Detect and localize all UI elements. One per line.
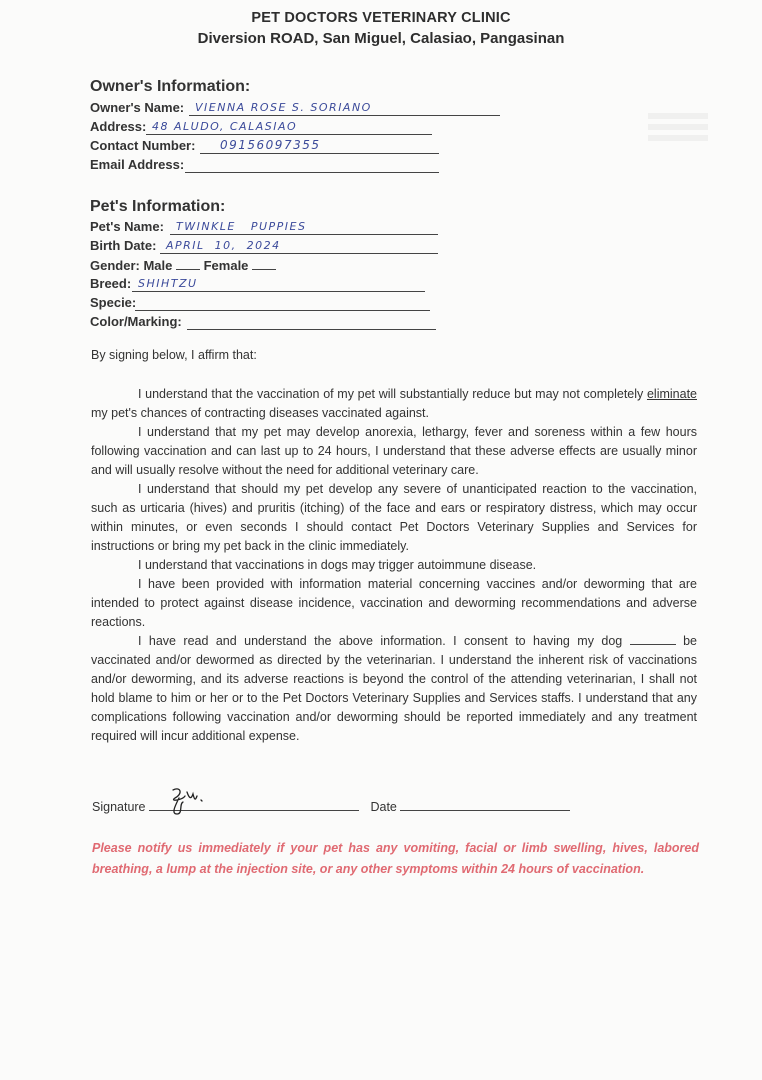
owner-address-field[interactable] <box>90 119 298 134</box>
clinic-address: Diversion ROAD, San Miguel, Calasiao, Pangasinan <box>197 30 565 47</box>
consent-paragraph-3: I understand that should my pet develop any severe of unanticipated reaction to the vaccination, such as urticaria (hives) and pruritis (itching) of the face and ears or respiratory distress, which may occur within minutes, or even seconds I should contact Pet Doctors Veterinary Supplies and Services for instructions or bring my pet back in the clinic immediately. <box>91 482 697 553</box>
breed-value: SHIHTZU <box>138 277 198 290</box>
specie-line <box>135 295 430 311</box>
date-line[interactable] <box>400 800 570 811</box>
color-marking-field[interactable] <box>90 314 182 329</box>
affirmation-intro: By signing below, I affirm that: <box>91 348 257 362</box>
contact-number-label: Contact Number: <box>90 138 196 153</box>
pet-name-line <box>170 219 438 235</box>
clinic-name: PET DOCTORS VETERINARY CLINIC <box>251 10 511 26</box>
contact-number-value: 09156097355 <box>220 138 321 152</box>
owner-name-label: Owner's Name: <box>90 100 185 115</box>
contact-number-line <box>200 138 439 154</box>
breed-field[interactable] <box>90 276 198 291</box>
birth-date-label: Birth Date: <box>90 238 157 253</box>
clinic-header <box>0 10 762 47</box>
male-blank[interactable] <box>176 258 200 270</box>
birth-date-line <box>160 238 438 254</box>
email-line <box>185 157 439 173</box>
specie-label: Specie: <box>90 295 137 310</box>
owner-name-line <box>189 100 500 116</box>
birth-date-value: APRIL 10, 2024 <box>166 239 281 252</box>
female-blank[interactable] <box>252 258 276 270</box>
specie-field[interactable] <box>90 295 136 310</box>
gender-female-label: Female <box>203 258 249 273</box>
consent-paragraph-1: I understand that the vaccination of my pet will substantially reduce but may not completely eliminate my pet's chances of contracting diseases vaccinated against. <box>91 387 697 420</box>
owner-name-value: VIENNA ROSE S. SORIANO <box>195 101 372 114</box>
pet-section-title: Pet's Information: <box>90 198 226 215</box>
color-marking-label: Color/Marking: <box>90 314 182 329</box>
notice-warning: Please notify us immediately if your pet has any vomiting, facial or limb swelling, hives, labored breathing, a lump at the injection site, or any other symptoms within 24 hours of vaccination. <box>92 841 699 876</box>
pet-name-value: TWINKLE PUPPIES <box>176 220 307 233</box>
owner-section-title: Owner's Information: <box>90 78 251 95</box>
email-field[interactable] <box>90 157 184 172</box>
breed-label: Breed: <box>90 276 132 291</box>
consent-paragraph-5: I have been provided with information material concerning vaccines and/or deworming that are intended to protect against disease incidence, vaccination and deworming recommendations and adverse reactions. <box>91 577 697 629</box>
consent-body <box>91 385 697 746</box>
gender-field[interactable] <box>90 258 276 273</box>
consent-paragraph-2: I understand that my pet may develop anorexia, lethargy, fever and soreness within a few hours following vaccination and can last up to 24 hours, I understand that these adverse effects are usually minor and will usually resolve without the need for additional veterinary care. <box>91 425 697 477</box>
birth-date-field[interactable] <box>90 238 281 253</box>
pet-name-label: Pet's Name: <box>90 219 164 234</box>
owner-address-line <box>146 119 432 135</box>
signature-label: Signature <box>92 800 146 814</box>
faded-stamp-mark <box>648 108 708 146</box>
consent-paragraph-4: I understand that vaccinations in dogs may trigger autoimmune disease. <box>138 558 537 572</box>
contact-number-field[interactable] <box>90 138 321 153</box>
email-label: Email Address: <box>90 157 185 172</box>
color-marking-line <box>187 314 436 330</box>
owner-address-value: 48 ALUDO, CALASIAO <box>152 120 298 133</box>
gender-male-label: Gender: Male <box>90 258 173 273</box>
pet-name-field[interactable] <box>90 219 307 234</box>
signature-line[interactable] <box>149 800 359 811</box>
owner-name-field[interactable] <box>90 100 372 115</box>
consent-paragraph-6: I have read and understand the above information. I consent to having my dog be vaccinated and/or dewormed as directed by the veterinarian. I understand the inherent risk of vaccinations and/or deworming, and its adverse reactions is beyond the control of the attending veterinarian, I shall not hold blame to him or her or to the Pet Doctors Veterinary Supplies and Services staffs. I understand that any complications following vaccination and/or deworming should be reported immediately and any treatment required will incur additional expense. <box>91 634 697 743</box>
owner-address-label: Address: <box>90 119 147 134</box>
breed-line <box>132 276 425 292</box>
dog-name-blank[interactable] <box>630 634 676 645</box>
eliminate-underlined: eliminate <box>646 387 697 401</box>
signature-row <box>92 800 570 814</box>
date-label: Date <box>370 800 397 814</box>
handwritten-signature <box>167 784 207 818</box>
